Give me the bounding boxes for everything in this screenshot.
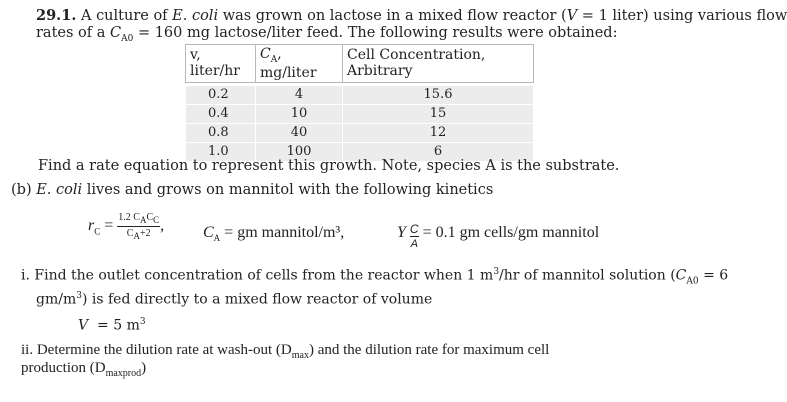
table-header-row (186, 45, 534, 83)
header-flow-rate: v, liter/hr (186, 45, 256, 83)
mannitol-definition: $C_A$ = gm mannitol/m³, (203, 224, 345, 244)
table-row: 0.2 4 15.6 (186, 85, 534, 104)
part-b-intro: (b) E. coli lives and grows on mannitol with the following kinetics (11, 182, 494, 198)
reactor-volume: V = 5 $m^3$ (78, 317, 146, 334)
header-cell-concentration: Cell Concentration, Arbitrary (343, 45, 534, 83)
problem-number: 29.1. (36, 7, 77, 24)
part-i-line-2: $gm/m^3$) is fed directly to a mixed flow reactor of volume (36, 291, 433, 308)
yield-definition: Y $\frac{C}{A}$ = 0.1 gm cells/gm mannitol (397, 222, 600, 250)
rate-fraction: $\frac{1.2 C_AC_C}{C_A+2}$ (118, 212, 160, 241)
part-i-line-1: i. Find the outlet concentration of cells from the reactor when 1 $m^3/hr$ of mannitol solution ($C_{A0} = 6$ (21, 267, 729, 287)
part-ii-line-1: ii. Determine the dilution rate at wash-out $(D_{max})$ and the dilution rate for maximum cell (21, 342, 550, 361)
table-row: 1.0 100 6 (186, 142, 534, 161)
table-row: 0.8 40 12 (186, 123, 534, 142)
part-ii-line-2: production $(D_{maxprod})$ (21, 360, 147, 379)
problem-line-2: rates of a $C_{A0} = 160$ mg lactose/liter feed. The following results were obtained: (36, 25, 618, 44)
kinetics-equation: $r_C$ = $\frac{1.2 C_AC_C}{C_A+2}$ , (88, 212, 165, 241)
table-row: 0.4 10 15 (186, 104, 534, 123)
results-table (185, 44, 534, 162)
part-b-label: (b) (11, 182, 32, 198)
problem-line-1: 29.1. A culture of E. coli was grown on lactose in a mixed flow reactor (V = 1 liter) using various flow (36, 7, 787, 24)
header-concentration: $C_A$, mg/liter (256, 45, 343, 83)
find-rate-instruction: Find a rate equation to represent this growth. Note, species A is the substrate. (38, 158, 620, 174)
organism-name: E. coli (172, 8, 219, 24)
